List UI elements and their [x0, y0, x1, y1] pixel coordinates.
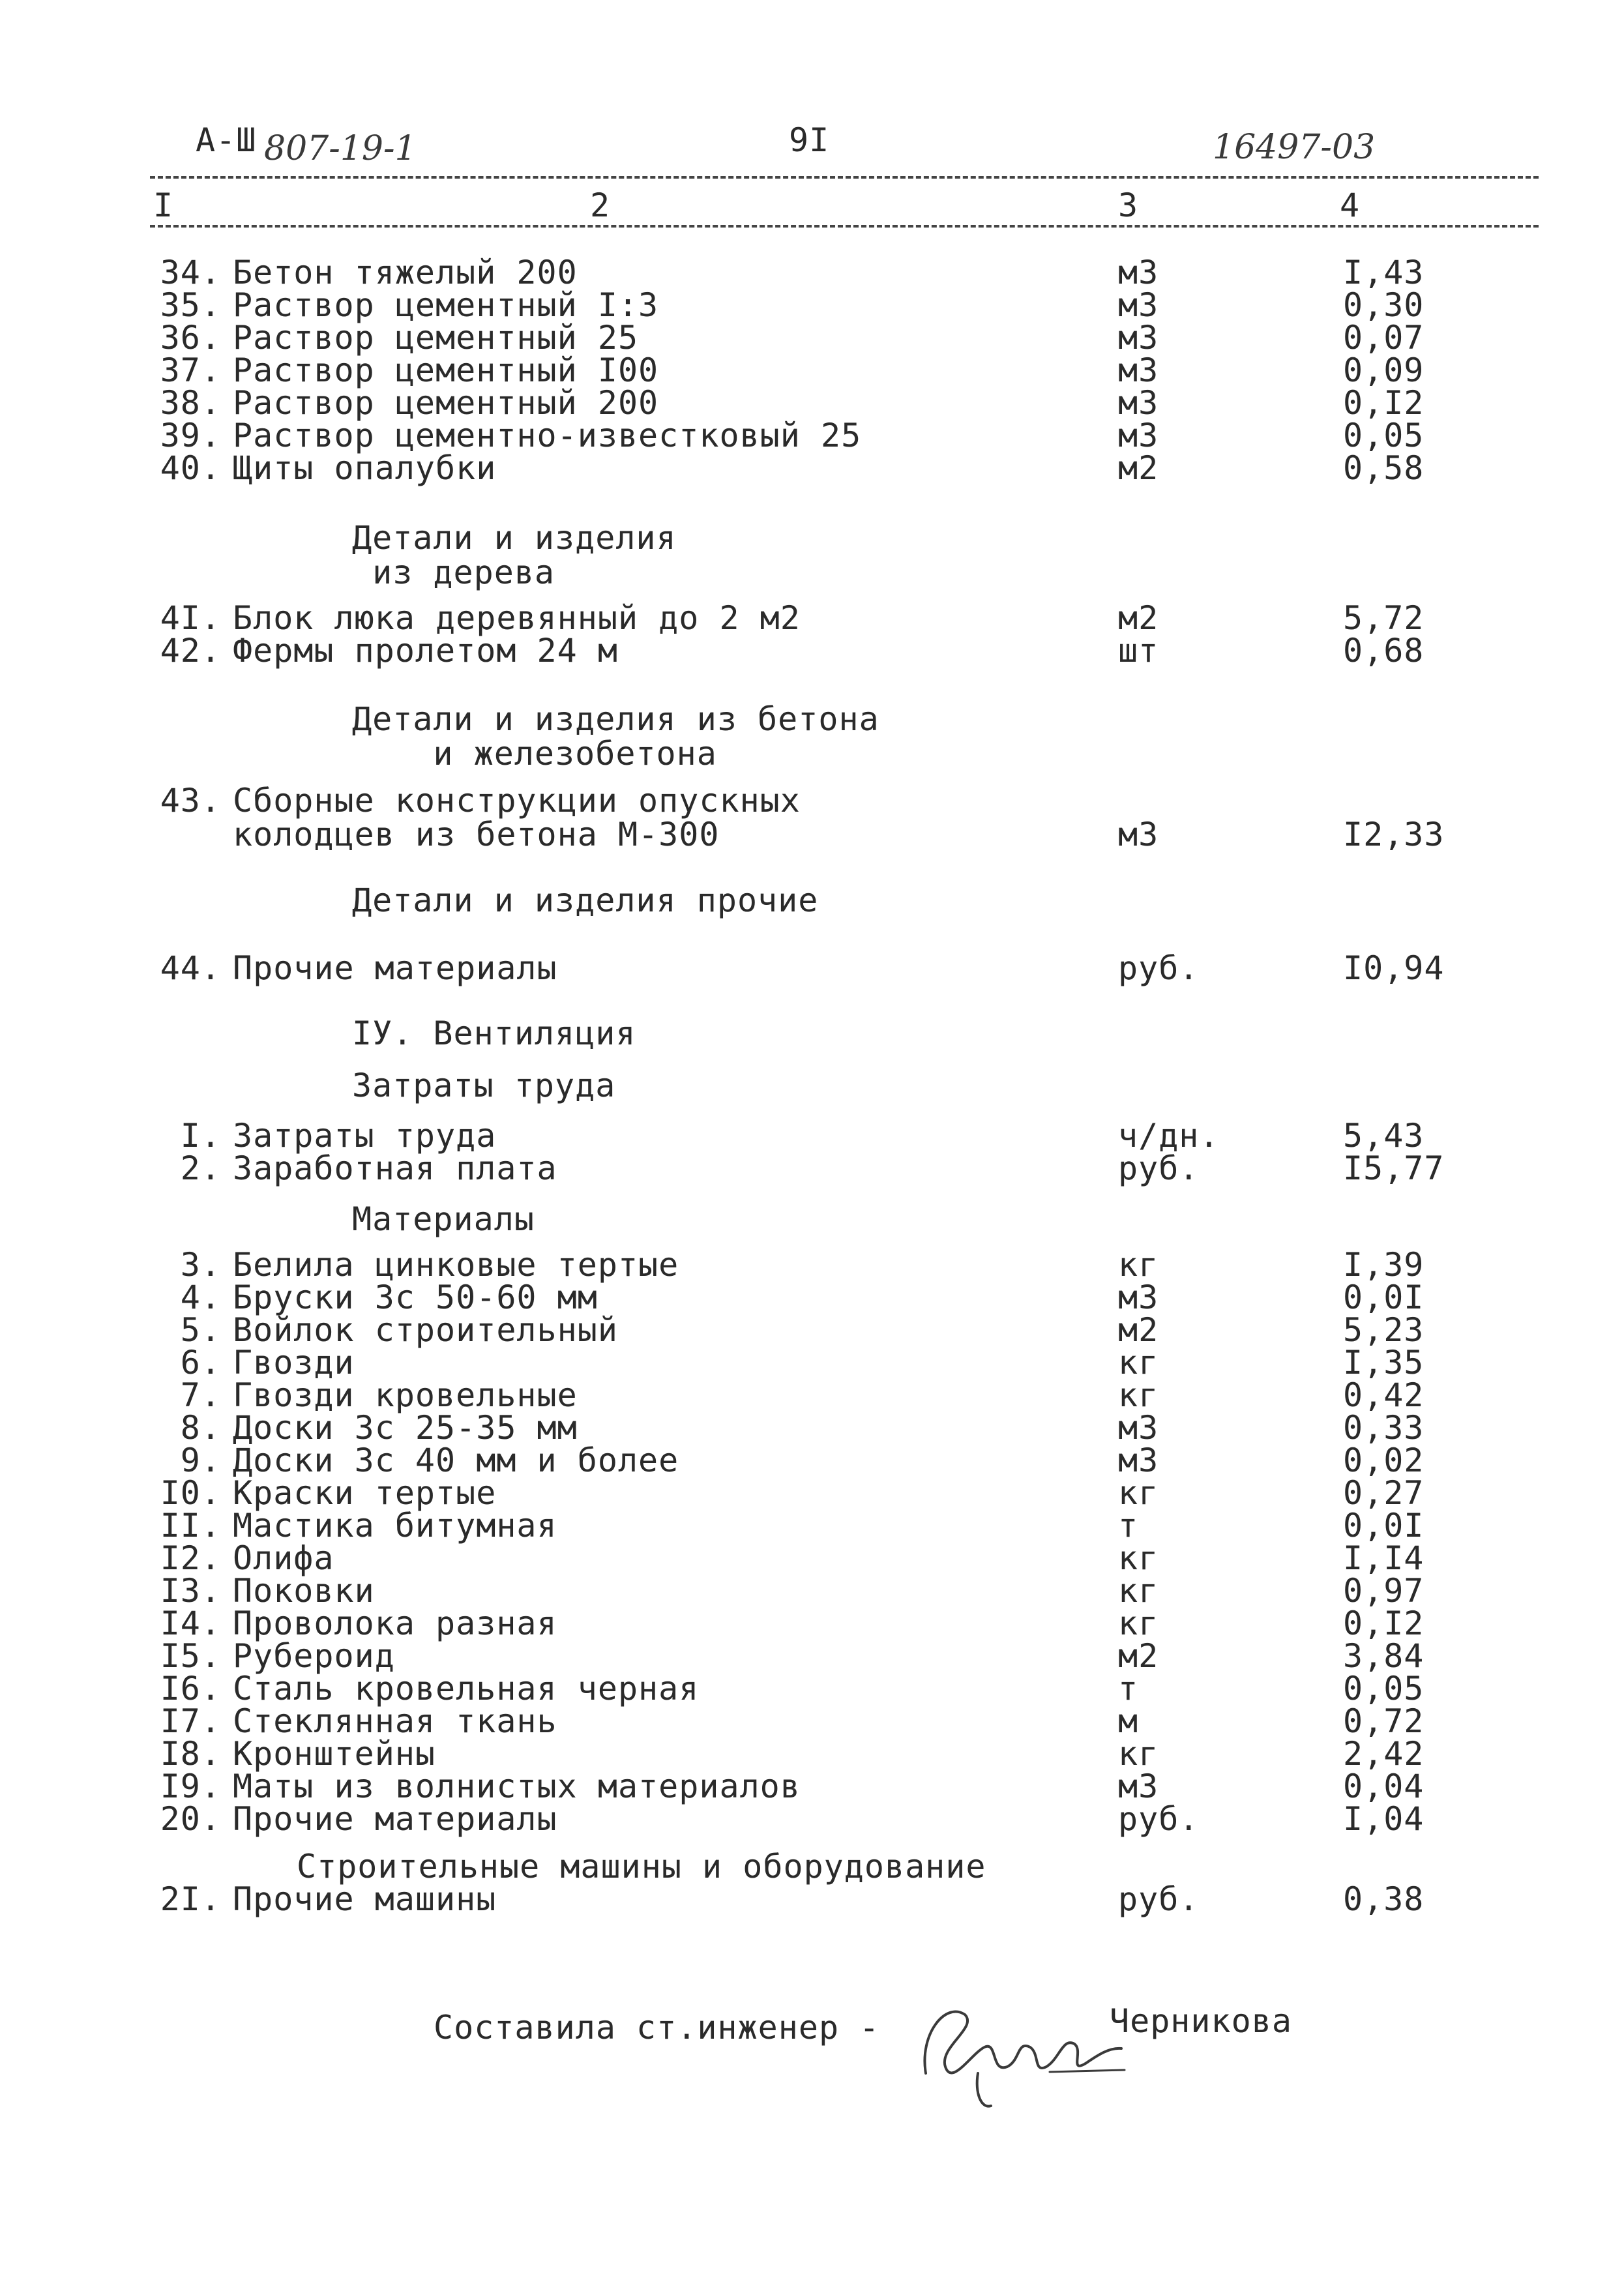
row-number: 20. — [160, 1800, 221, 1838]
row-unit: м2 — [1118, 449, 1159, 487]
row-unit: шт — [1118, 632, 1159, 670]
row-name: Прочие машины — [233, 1880, 497, 1918]
row-number: I5. — [160, 1637, 221, 1675]
row-number: I. — [180, 1117, 221, 1155]
signature-image — [900, 1975, 1134, 2119]
row-number: I6. — [160, 1670, 221, 1707]
column-header-1: I — [153, 186, 174, 224]
table-row — [0, 256, 1624, 289]
row-unit: м3 — [1118, 286, 1159, 324]
row-unit: м3 — [1118, 417, 1159, 454]
row-unit: м3 — [1118, 384, 1159, 422]
row-unit: м — [1118, 1702, 1139, 1740]
row-value: I0,94 — [1343, 949, 1445, 987]
row-value: 5,72 — [1343, 599, 1425, 637]
doc-number-handwritten: 16497-03 — [1213, 128, 1376, 167]
row-name: Заработная плата — [233, 1149, 557, 1187]
row-value: 5,43 — [1343, 1117, 1425, 1155]
row-number: 7. — [180, 1376, 221, 1414]
compiler-surname: Черникова — [1110, 2002, 1292, 2040]
row-value: 0,97 — [1343, 1572, 1425, 1610]
row-value: 0,68 — [1343, 632, 1425, 670]
row-number: I4. — [160, 1604, 221, 1642]
row-number: 43. — [160, 782, 221, 820]
row-unit: кг — [1118, 1246, 1159, 1284]
section-heading: из дерева — [352, 554, 555, 591]
row-unit: м3 — [1118, 351, 1159, 389]
row-name: Прочие материалы — [233, 949, 557, 987]
column-header-3: 3 — [1118, 186, 1139, 224]
row-number: 42. — [160, 632, 221, 670]
row-unit: т — [1118, 1670, 1139, 1707]
row-value: I,04 — [1343, 1800, 1425, 1838]
row-name: Щиты опалубки — [233, 449, 497, 487]
section-heading: Затраты труда — [352, 1067, 616, 1104]
row-name: Олифа — [233, 1539, 334, 1577]
table-row — [0, 1281, 1624, 1314]
row-value: 0,0I — [1343, 1507, 1425, 1545]
row-value: 2,42 — [1343, 1735, 1425, 1773]
row-number: I8. — [160, 1735, 221, 1773]
row-value: I,I4 — [1343, 1539, 1425, 1577]
row-name: Мастика битумная — [233, 1507, 557, 1545]
row-number: 5. — [180, 1311, 221, 1349]
row-value: 0,42 — [1343, 1376, 1425, 1414]
row-unit: м3 — [1118, 816, 1159, 853]
row-name: Сталь кровельная черная — [233, 1670, 700, 1707]
row-value: I5,77 — [1343, 1149, 1445, 1187]
doc-code-typed: А-Ш — [196, 121, 257, 159]
table-row — [0, 1441, 1624, 1479]
table-row — [0, 449, 1624, 487]
row-value: 0,I2 — [1343, 384, 1425, 422]
row-value: 0,72 — [1343, 1702, 1425, 1740]
row-value: 0,30 — [1343, 286, 1425, 324]
row-unit: м3 — [1118, 254, 1159, 291]
row-value: 0,27 — [1343, 1474, 1425, 1512]
row-unit: кг — [1118, 1735, 1159, 1773]
table-row — [0, 1637, 1624, 1675]
row-number: 4I. — [160, 599, 221, 637]
row-name: Затраты труда — [233, 1117, 497, 1155]
row-name: Бруски 3с 50-60 мм — [233, 1279, 598, 1316]
row-number: 6. — [180, 1344, 221, 1382]
row-unit: м2 — [1118, 1637, 1159, 1675]
row-unit: кг — [1118, 1604, 1159, 1642]
section-heading: IУ. Вентиляция — [352, 1014, 636, 1052]
row-name: Гвозди кровельные — [233, 1376, 578, 1414]
row-unit: ч/дн. — [1118, 1117, 1220, 1155]
row-name: Сборные конструкции опускных — [233, 782, 801, 820]
row-value: 0,02 — [1343, 1441, 1425, 1479]
row-number: 2. — [180, 1149, 221, 1187]
row-unit: м3 — [1118, 1279, 1159, 1316]
row-name: Раствор цементный I:3 — [233, 286, 659, 324]
row-unit: кг — [1118, 1474, 1159, 1512]
row-number: 36. — [160, 319, 221, 357]
table-row — [0, 1246, 1624, 1284]
row-number: 38. — [160, 384, 221, 422]
row-name: Поковки — [233, 1572, 375, 1610]
table-row — [0, 1702, 1624, 1740]
row-unit: кг — [1118, 1572, 1159, 1610]
row-unit: м3 — [1118, 1767, 1159, 1805]
row-unit: кг — [1118, 1344, 1159, 1382]
compiled-by-label: Составила ст.инженер - — [434, 2009, 880, 2047]
row-name: Доски 3с 40 мм и более — [233, 1441, 679, 1479]
table-row — [0, 1800, 1624, 1838]
row-number: 44. — [160, 949, 221, 987]
row-unit: м3 — [1118, 319, 1159, 357]
table-row — [0, 1149, 1624, 1187]
header-rule-top — [150, 176, 1539, 179]
row-number: 3. — [180, 1246, 221, 1284]
row-number: 9. — [180, 1441, 221, 1479]
section-heading: Детали и изделия из бетона — [352, 700, 879, 738]
table-row — [0, 818, 1624, 851]
row-name: Раствор цементный I00 — [233, 351, 659, 389]
row-value: I,35 — [1343, 1344, 1425, 1382]
row-name: Войлок строительный — [233, 1311, 618, 1349]
column-header-2: 2 — [590, 186, 611, 224]
row-unit: руб. — [1118, 1800, 1200, 1838]
table-row — [0, 1507, 1624, 1545]
table-row — [0, 1474, 1624, 1512]
row-unit: м3 — [1118, 1441, 1159, 1479]
row-value: I,43 — [1343, 254, 1425, 291]
row-number: 40. — [160, 449, 221, 487]
row-number: 2I. — [160, 1880, 221, 1918]
row-number: I0. — [160, 1474, 221, 1512]
row-number: II. — [160, 1507, 221, 1545]
row-value: 0,05 — [1343, 417, 1425, 454]
row-name: Доски 3с 25-35 мм — [233, 1409, 578, 1447]
row-unit: руб. — [1118, 949, 1200, 987]
table-row — [0, 1539, 1624, 1577]
table-row — [0, 351, 1624, 389]
doc-code-handwritten: 807-19-1 — [264, 129, 417, 168]
row-value: 0,0I — [1343, 1279, 1425, 1316]
table-row — [0, 1735, 1624, 1773]
row-name: Раствор цементный 25 — [233, 319, 639, 357]
row-value: 0,38 — [1343, 1880, 1425, 1918]
table-row — [0, 1409, 1624, 1447]
row-unit: кг — [1118, 1539, 1159, 1577]
row-number: 34. — [160, 254, 221, 291]
row-unit: м2 — [1118, 1311, 1159, 1349]
table-row — [0, 949, 1624, 987]
row-value: 0,09 — [1343, 351, 1425, 389]
row-value: 0,I2 — [1343, 1604, 1425, 1642]
table-row — [0, 1767, 1624, 1805]
row-value: 0,05 — [1343, 1670, 1425, 1707]
row-name: Гвозди — [233, 1344, 355, 1382]
row-name: Кронштейны — [233, 1735, 436, 1773]
row-value: 3,84 — [1343, 1637, 1425, 1675]
row-name: Прочие материалы — [233, 1800, 557, 1838]
row-unit: руб. — [1118, 1149, 1200, 1187]
page-number: 9I — [789, 121, 830, 159]
section-heading: и железобетона — [352, 735, 717, 773]
section-heading: Детали и изделия прочие — [352, 881, 819, 919]
row-unit: кг — [1118, 1376, 1159, 1414]
row-name: Белила цинковые тертые — [233, 1246, 679, 1284]
row-number: 39. — [160, 417, 221, 454]
section-heading: Строительные машины и оборудование — [297, 1848, 986, 1885]
row-name: Стеклянная ткань — [233, 1702, 557, 1740]
table-row — [0, 1344, 1624, 1382]
table-row — [0, 599, 1624, 637]
row-unit: м3 — [1118, 1409, 1159, 1447]
table-row — [0, 1117, 1624, 1155]
row-unit: т — [1118, 1507, 1139, 1545]
table-row — [0, 384, 1624, 422]
table-row — [0, 286, 1624, 324]
row-name: колодцев из бетона М-300 — [233, 816, 720, 853]
table-row — [0, 1604, 1624, 1642]
row-number: I3. — [160, 1572, 221, 1610]
row-number: 8. — [180, 1409, 221, 1447]
row-number: I9. — [160, 1767, 221, 1805]
table-row — [0, 1880, 1624, 1918]
row-number: 35. — [160, 286, 221, 324]
table-row — [0, 782, 1624, 820]
row-name: Фермы пролетом 24 м — [233, 632, 618, 670]
header-rule-bottom — [150, 225, 1539, 228]
row-value: I,39 — [1343, 1246, 1425, 1284]
row-number: I2. — [160, 1539, 221, 1577]
section-heading: Материалы — [352, 1200, 535, 1238]
row-number: I7. — [160, 1702, 221, 1740]
row-number: 4. — [180, 1279, 221, 1316]
row-name: Маты из волнистых материалов — [233, 1767, 801, 1805]
row-name: Раствор цементно-известковый 25 — [233, 417, 862, 454]
section-heading: Детали и изделия — [352, 519, 677, 557]
column-header-4: 4 — [1340, 186, 1361, 224]
table-row — [0, 632, 1624, 670]
table-row — [0, 1311, 1624, 1349]
table-row — [0, 1572, 1624, 1610]
row-name: Проволока разная — [233, 1604, 557, 1642]
row-value: 0,07 — [1343, 319, 1425, 357]
row-value: I2,33 — [1343, 816, 1445, 853]
table-row — [0, 419, 1624, 452]
row-value: 0,33 — [1343, 1409, 1425, 1447]
row-value: 0,04 — [1343, 1767, 1425, 1805]
row-name: Раствор цементный 200 — [233, 384, 659, 422]
row-name: Рубероид — [233, 1637, 395, 1675]
row-value: 5,23 — [1343, 1311, 1425, 1349]
table-row — [0, 1672, 1624, 1705]
table-row — [0, 319, 1624, 357]
row-unit: м2 — [1118, 599, 1159, 637]
row-name: Блок люка деревянный до 2 м2 — [233, 599, 801, 637]
row-name: Бетон тяжелый 200 — [233, 254, 578, 291]
table-row — [0, 1376, 1624, 1414]
row-number: 37. — [160, 351, 221, 389]
row-value: 0,58 — [1343, 449, 1425, 487]
row-unit: руб. — [1118, 1880, 1200, 1918]
row-name: Краски тертые — [233, 1474, 497, 1512]
